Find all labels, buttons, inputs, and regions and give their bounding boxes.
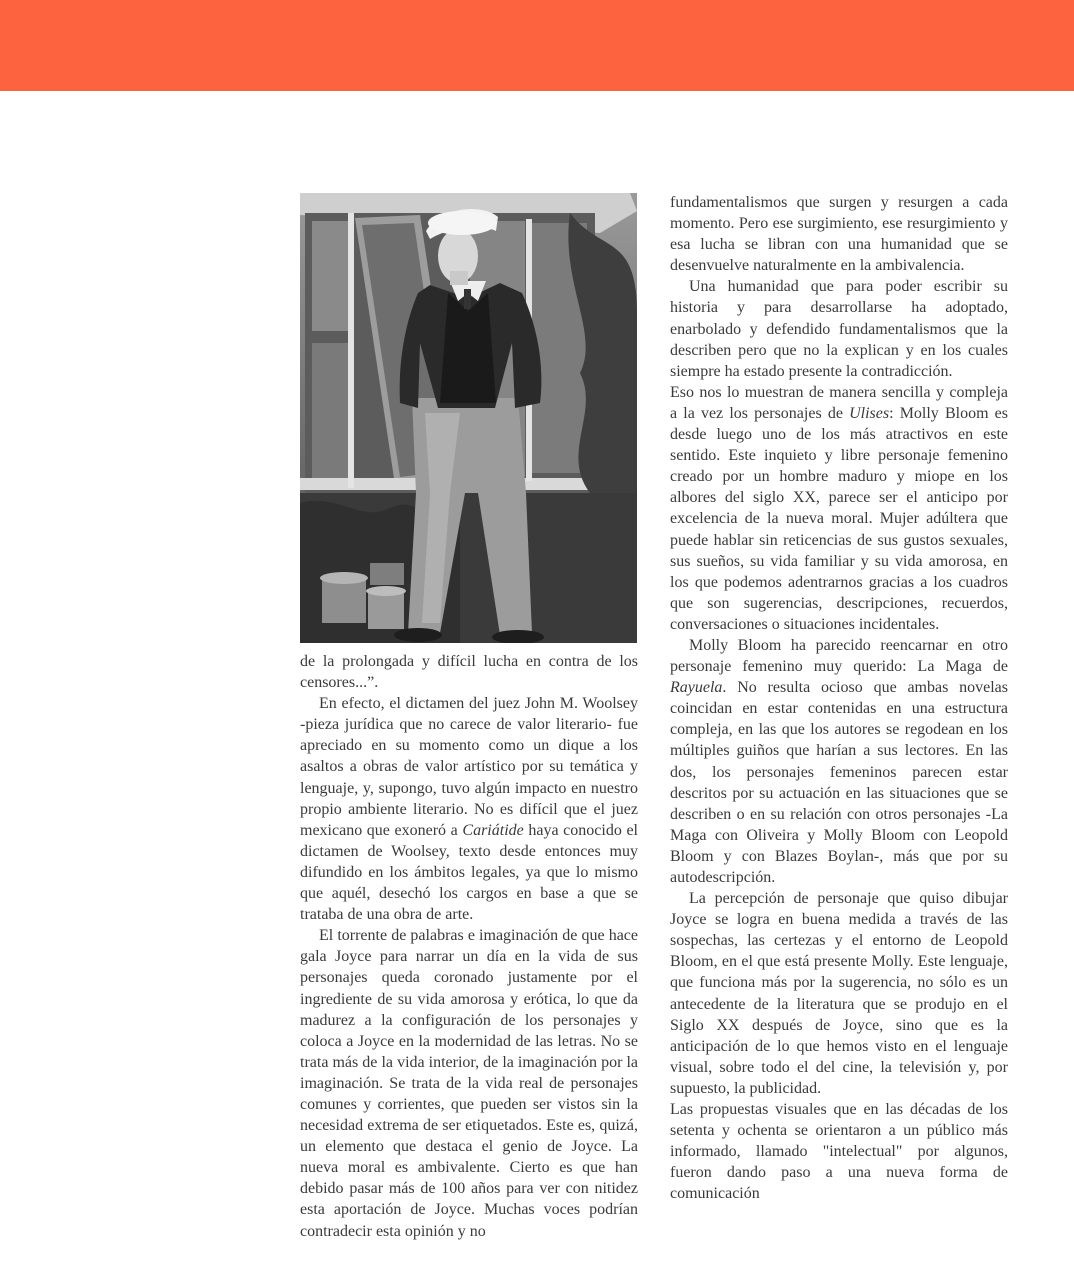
paragraph: [670, 888, 1008, 1099]
italic-title: Rayuela: [670, 679, 723, 697]
text-column-left: [300, 651, 638, 1273]
paragraph: [300, 693, 638, 925]
paragraph: [670, 382, 1008, 635]
paragraph: [300, 925, 638, 1241]
text-run: El torrente de palabras e imaginación de que hace gala Joyce para narrar un día en la vida de sus personajes queda coronado justamente por el ingrediente de su vida amorosa y erótica, lo que da madurez a la configuración de los personajes y coloca a Joyce en la modernidad de las letras. No se trata más de la vida interior, de la imaginación por la imaginación. Se trata de la vida real de personajes comunes y corrientes, que pueden ser vistos sin la necesidad extrema de ser etiquetados. Este es, quizá, un elemento que destaca el genio de Joyce. La nueva moral es ambivalente. Cierto es que han debido pasar más de 100 años para ver con nitidez esta aportación de Joyce. Muchas voces podrían contradecir esta opinión y no: [300, 927, 638, 1240]
text-run: de la prolongada y difícil lucha en contra de los censores...”.: [300, 653, 638, 692]
paragraph: [300, 651, 638, 693]
paragraph: [670, 1099, 1008, 1204]
paragraph: [670, 192, 1008, 276]
paragraph: [670, 276, 1008, 381]
paragraph: [670, 635, 1008, 888]
text-column-right: [670, 192, 1008, 1273]
text-run: La percepción de personaje que quiso dibujar Joyce se logra en buena medida a través de las sospechas, las certezas y el entorno de Leopold Bloom, en el que está presente Molly. Este lenguaje, que funciona más por la sugerencia, no sólo es un antecedente de la literatura que se produjo en el Siglo XX después de Joyce, sino que es la anticipación de lo que hemos visto en el lenguaje visual, sobre todo el del cine, la televisión y, por supuesto, la publicidad.: [670, 890, 1008, 1097]
italic-title: Cariátide: [462, 821, 524, 839]
header-band: [0, 0, 1074, 91]
text-run: : Molly Bloom es desde luego uno de los más atractivos en este sentido. Este inquieto y libre personaje femenino creado por un hombre maduro y miope en los albores del siglo XX, parece ser el anticipo por excelencia de la nueva moral. Mujer adúltera que puede hablar sin reticencias de sus gustos sexuales, sus sueños, su vida familiar y su vida amorosa, en los que podemos adentrarnos gracias a los cuadros que son sugerencias, descripciones, recuerdos, conversaciones o situaciones incidentales.: [670, 404, 1008, 633]
text-run: Las propuestas visuales que en las décadas de los setenta y ochenta se orientaron a un público más informado, llamado "intelectual" por algunos, fueron dando paso a una nueva forma de comunicación: [670, 1101, 1008, 1203]
text-run: Eso nos lo muestran de manera sencilla y compleja a la vez los personajes de: [670, 383, 1008, 422]
text-run: Una humanidad que para poder escribir su historia y para desarrollarse ha adoptado, enarbolado y defendido fundamentalismos que la describen pero que no la explican y en los cuales siempre ha estado presente la contradicción.: [670, 278, 1008, 380]
italic-title: Ulises: [849, 404, 890, 422]
text-run: fundamentalismos que surgen y resurgen a cada momento. Pero ese surgimiento, ese resurgimiento y esa lucha se libran con una humanidad que se desenvuelve naturalmente en la ambivalencia.: [670, 194, 1008, 275]
text-run: haya conocido el dictamen de Woolsey, texto desde entonces muy difundido en los ámbitos legales, ya que lo mismo que aquél, desechó los cargos en base a que se trataba de una obra de arte.: [300, 821, 638, 924]
portrait-photo: [300, 193, 637, 643]
text-run: . No resulta ocioso que ambas novelas coincidan en estar contenidas en una estructura compleja, en las que los autores se regodean en los múltiples guiños que harían a sus lectores. En las dos, los personajes femeninos parecen estar descritos por su actuación en las situaciones que se describen o en su relación con otros personajes -La Maga con Oliveira y Molly Bloom con Leopold Bloom y con Blazes Boylan-, más que por su autodescripción.: [670, 679, 1008, 886]
text-run: Molly Bloom ha parecido reencarnar en otro personaje femenino muy querido: La Maga de: [670, 636, 1008, 676]
text-run: En efecto, el dictamen del juez John M. Woolsey -pieza jurídica que no carece de valor literario- fue apreciado en su momento como un dique a los asaltos a obras de valor artístico por su temática y lenguaje, y, supongo, tuvo algún impacto en nuestro propio ambiente literario. No es difícil que el juez mexicano que exoneró a: [300, 695, 638, 839]
